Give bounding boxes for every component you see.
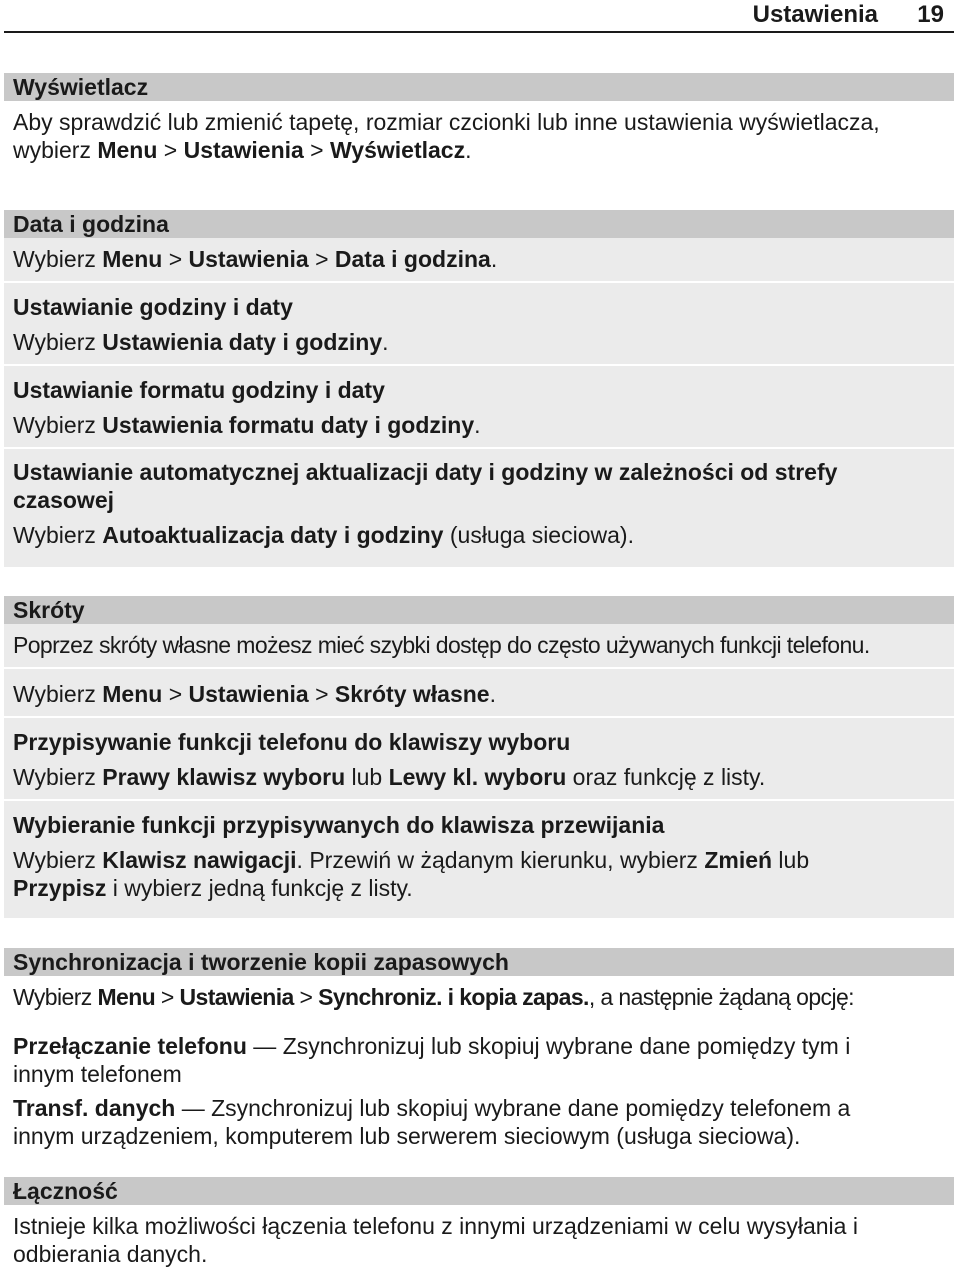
section-title-sync: Synchronizacja i tworzenie kopii zapasowych	[4, 948, 954, 976]
nav-key-text-line-1: Wybierz Klawisz nawigacji. Przewiń w żądanym kierunku, wybierz Zmień lub	[13, 847, 810, 873]
assign-text: Wybierz Prawy klawisz wyboru lub Lewy kl. wyboru oraz funkcję z listy.	[13, 764, 766, 790]
divider	[4, 716, 954, 718]
display-desc-line-1: Aby sprawdzić lub zmienić tapetę, rozmiar czcionki lub inne ustawienia wyświetlacza,	[13, 109, 880, 135]
sync-option-data-transfer: Transf. danych — Zsynchronizuj lub skopiuj wybrane dane pomiędzy telefonem a	[13, 1095, 851, 1121]
connectivity-desc-line-1: Istnieje kilka możliwości łączenia telefonu z innymi urządzeniami w celu wysyłania i	[13, 1213, 858, 1239]
section-title-shortcuts: Skróty	[4, 596, 954, 624]
sync-path: Wybierz Menu > Ustawienia > Synchroniz. i kopia zapas., a następnie żądaną opcję:	[13, 984, 854, 1010]
datetime-path: Wybierz Menu > Ustawienia > Data i godzina.	[13, 246, 498, 272]
divider	[4, 799, 954, 801]
sync-option-phone-switch: Przełączanie telefonu — Zsynchronizuj lub skopiuj wybrane dane pomiędzy tym i	[13, 1033, 851, 1059]
connectivity-desc-line-2: odbierania danych.	[13, 1241, 208, 1267]
section-title-datetime: Data i godzina	[4, 210, 954, 238]
nav-key-text-line-2: Przypisz i wybierz jedną funkcję z listy.	[13, 875, 413, 901]
divider	[4, 667, 954, 669]
divider	[4, 447, 954, 449]
subsection-title-nav-key: Wybieranie funkcji przypisywanych do klawisza przewijania	[13, 812, 665, 838]
subsection-title-format: Ustawianie formatu godziny i daty	[13, 377, 385, 403]
page-number: 19	[917, 1, 944, 28]
page-header	[4, 0, 954, 33]
divider	[4, 364, 954, 366]
subsection-title-auto-update: Ustawianie automatycznej aktualizacji daty i godziny w zależności od strefy czasowej	[13, 459, 838, 513]
format-text: Wybierz Ustawienia formatu daty i godziny.	[13, 412, 481, 438]
shortcuts-desc: Poprzez skróty własne możesz mieć szybki dostęp do często używanych funkcji telefonu.	[13, 632, 870, 658]
set-datetime-text: Wybierz Ustawienia daty i godziny.	[13, 329, 389, 355]
shortcuts-path: Wybierz Menu > Ustawienia > Skróty własne.	[13, 681, 496, 707]
header-title: Ustawienia	[752, 1, 878, 28]
divider	[4, 281, 954, 283]
section-title-connectivity: Łączność	[4, 1177, 954, 1205]
sync-option-data-transfer-cont: innym urządzeniem, komputerem lub serwerem sieciowym (usługa sieciowa).	[13, 1123, 801, 1149]
subsection-title-assign: Przypisywanie funkcji telefonu do klawiszy wyboru	[13, 729, 571, 755]
auto-update-text: Wybierz Autoaktualizacja daty i godziny (usługa sieciowa).	[13, 522, 634, 548]
section-title-display: Wyświetlacz	[4, 73, 954, 101]
display-path: wybierz Menu > Ustawienia > Wyświetlacz.	[13, 137, 472, 163]
subsection-title-set-datetime: Ustawianie godziny i daty	[13, 294, 293, 320]
sync-option-phone-switch-cont: innym telefonem	[13, 1061, 182, 1087]
